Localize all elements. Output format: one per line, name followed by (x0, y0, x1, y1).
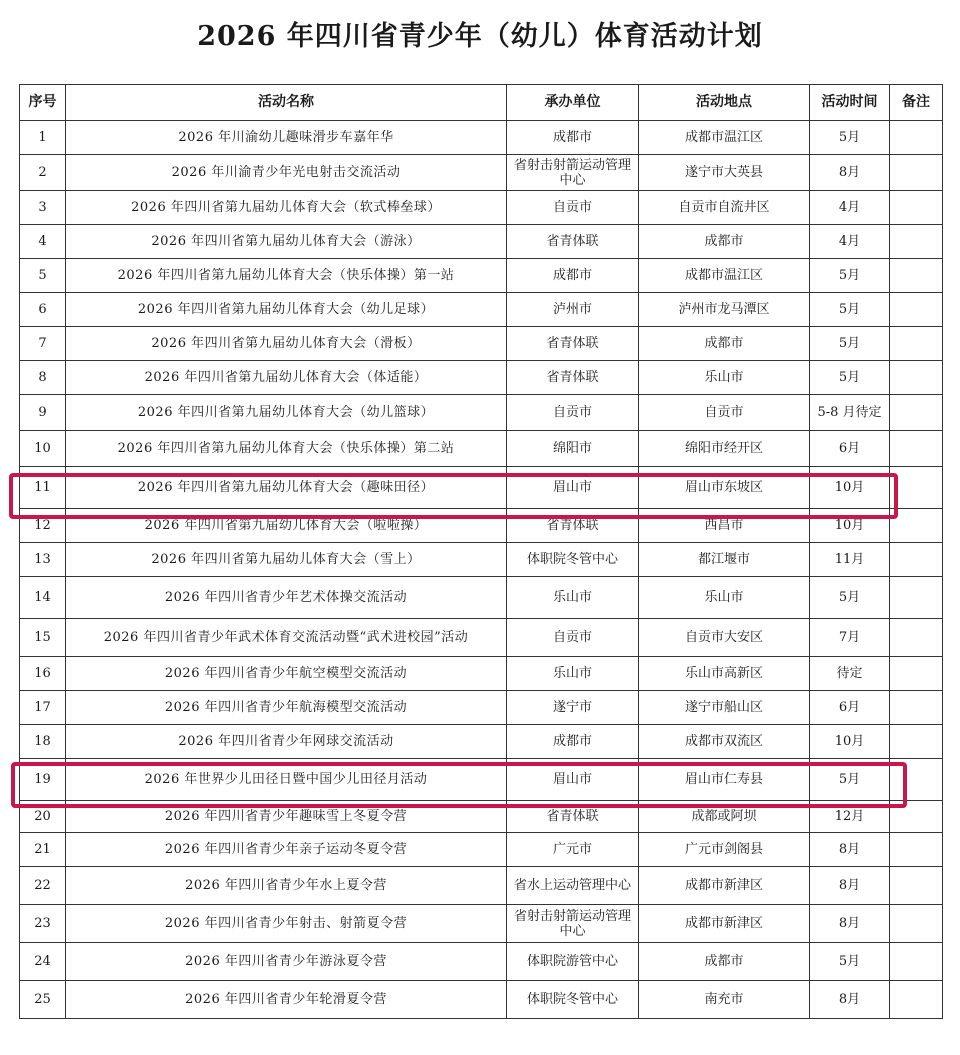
table-row (20, 981, 943, 1019)
row-index: 4 (20, 225, 66, 259)
organizer: 自贡市 (507, 395, 639, 431)
activity-name: 2026 年四川省青少年趣味雪上冬夏令营 (66, 801, 507, 833)
activity-time: 5月 (810, 943, 890, 981)
table-row (20, 619, 943, 657)
table-row (20, 293, 943, 327)
table-row (20, 155, 943, 191)
row-index: 3 (20, 191, 66, 225)
table-row (20, 867, 943, 905)
table-row (20, 361, 943, 395)
row-index: 24 (20, 943, 66, 981)
activity-time: 8月 (810, 981, 890, 1019)
remarks (890, 981, 943, 1019)
location: 成都市双流区 (639, 725, 810, 759)
activity-name: 2026 年川渝青少年光电射击交流活动 (66, 155, 507, 191)
remarks (890, 225, 943, 259)
activity-time: 8月 (810, 155, 890, 191)
row-index: 11 (20, 467, 66, 509)
activity-name: 2026 年四川省青少年游泳夏令营 (66, 943, 507, 981)
activity-name: 2026 年四川省第九届幼儿体育大会（快乐体操）第一站 (66, 259, 507, 293)
activity-time: 4月 (810, 225, 890, 259)
remarks (890, 943, 943, 981)
organizer: 省青体联 (507, 327, 639, 361)
organizer: 省青体联 (507, 225, 639, 259)
activity-time: 5月 (810, 121, 890, 155)
activity-time: 5月 (810, 293, 890, 327)
row-index: 14 (20, 577, 66, 619)
activity-time: 7月 (810, 619, 890, 657)
row-index: 17 (20, 691, 66, 725)
organizer: 成都市 (507, 725, 639, 759)
remarks (890, 577, 943, 619)
table-row (20, 395, 943, 431)
table-row (20, 327, 943, 361)
remarks (890, 191, 943, 225)
table-row (20, 225, 943, 259)
organizer: 绵阳市 (507, 431, 639, 467)
activity-name: 2026 年四川省青少年亲子运动冬夏令营 (66, 833, 507, 867)
table-row (20, 905, 943, 943)
row-index: 13 (20, 543, 66, 577)
activity-time: 8月 (810, 905, 890, 943)
activity-time: 5月 (810, 259, 890, 293)
activity-name: 2026 年四川省第九届幼儿体育大会（软式棒垒球） (66, 191, 507, 225)
table-row (20, 657, 943, 691)
row-index: 23 (20, 905, 66, 943)
table-row (20, 759, 943, 801)
organizer: 泸州市 (507, 293, 639, 327)
table-row (20, 191, 943, 225)
remarks (890, 293, 943, 327)
row-index: 25 (20, 981, 66, 1019)
organizer: 眉山市 (507, 759, 639, 801)
table-row (20, 943, 943, 981)
remarks (890, 361, 943, 395)
page-title: 2026 年四川省青少年（幼儿）体育活动计划 (197, 21, 763, 52)
remarks (890, 543, 943, 577)
table-row (20, 833, 943, 867)
remarks (890, 759, 943, 801)
location: 乐山市 (639, 361, 810, 395)
location: 成都或阿坝 (639, 801, 810, 833)
organizer: 省水上运动管理中心 (507, 867, 639, 905)
activity-name: 2026 年四川省青少年轮滑夏令营 (66, 981, 507, 1019)
remarks (890, 691, 943, 725)
remarks (890, 155, 943, 191)
row-index: 10 (20, 431, 66, 467)
activity-name: 2026 年世界少儿田径日暨中国少儿田径月活动 (66, 759, 507, 801)
organizer: 省青体联 (507, 361, 639, 395)
activity-name: 2026 年川渝幼儿趣味滑步车嘉年华 (66, 121, 507, 155)
table-row (20, 543, 943, 577)
location: 绵阳市经开区 (639, 431, 810, 467)
location: 成都市新津区 (639, 867, 810, 905)
organizer: 省射击射箭运动管理中心 (507, 155, 639, 191)
remarks (890, 431, 943, 467)
activity-name: 2026 年四川省第九届幼儿体育大会（滑板） (66, 327, 507, 361)
remarks (890, 801, 943, 833)
row-index: 21 (20, 833, 66, 867)
organizer: 自贡市 (507, 619, 639, 657)
activity-table (19, 84, 943, 1019)
location: 成都市温江区 (639, 259, 810, 293)
table-row (20, 801, 943, 833)
location: 成都市 (639, 327, 810, 361)
organizer: 体职院冬管中心 (507, 543, 639, 577)
table-header-row (20, 85, 943, 121)
activity-name: 2026 年四川省青少年艺术体操交流活动 (66, 577, 507, 619)
location: 南充市 (639, 981, 810, 1019)
remarks (890, 509, 943, 543)
activity-name: 2026 年四川省第九届幼儿体育大会（啦啦操） (66, 509, 507, 543)
activity-time: 待定 (810, 657, 890, 691)
activity-name: 2026 年四川省青少年水上夏令营 (66, 867, 507, 905)
table-row (20, 509, 943, 543)
activity-time: 10月 (810, 467, 890, 509)
table-row (20, 725, 943, 759)
activity-time: 5月 (810, 327, 890, 361)
row-index: 19 (20, 759, 66, 801)
activity-time: 5月 (810, 361, 890, 395)
activity-time: 6月 (810, 691, 890, 725)
organizer: 自贡市 (507, 191, 639, 225)
activity-time: 6月 (810, 431, 890, 467)
row-index: 18 (20, 725, 66, 759)
location: 成都市 (639, 943, 810, 981)
location: 广元市剑阁县 (639, 833, 810, 867)
activity-name: 2026 年四川省第九届幼儿体育大会（快乐体操）第二站 (66, 431, 507, 467)
activity-name: 2026 年四川省第九届幼儿体育大会（雪上） (66, 543, 507, 577)
organizer: 乐山市 (507, 577, 639, 619)
organizer: 广元市 (507, 833, 639, 867)
location: 自贡市自流井区 (639, 191, 810, 225)
activity-time: 5-8 月待定 (810, 395, 890, 431)
remarks (890, 905, 943, 943)
location: 成都市新津区 (639, 905, 810, 943)
table-row (20, 259, 943, 293)
location: 遂宁市大英县 (639, 155, 810, 191)
location: 乐山市 (639, 577, 810, 619)
activity-time: 4月 (810, 191, 890, 225)
table-row (20, 121, 943, 155)
remarks (890, 467, 943, 509)
location: 自贡市 (639, 395, 810, 431)
row-index: 1 (20, 121, 66, 155)
activity-time: 12月 (810, 801, 890, 833)
location: 西昌市 (639, 509, 810, 543)
activity-time: 10月 (810, 509, 890, 543)
location: 成都市 (639, 225, 810, 259)
row-index: 8 (20, 361, 66, 395)
table-row (20, 467, 943, 509)
remarks (890, 327, 943, 361)
location: 成都市温江区 (639, 121, 810, 155)
row-index: 7 (20, 327, 66, 361)
location: 遂宁市船山区 (639, 691, 810, 725)
header-remarks: 备注 (890, 85, 943, 121)
row-index: 2 (20, 155, 66, 191)
organizer: 省青体联 (507, 509, 639, 543)
activity-time: 8月 (810, 833, 890, 867)
table-row (20, 431, 943, 467)
location: 泸州市龙马潭区 (639, 293, 810, 327)
row-index: 22 (20, 867, 66, 905)
remarks (890, 725, 943, 759)
activity-time: 11月 (810, 543, 890, 577)
organizer: 成都市 (507, 259, 639, 293)
row-index: 20 (20, 801, 66, 833)
remarks (890, 657, 943, 691)
location: 眉山市东坡区 (639, 467, 810, 509)
remarks (890, 395, 943, 431)
row-index: 5 (20, 259, 66, 293)
activity-name: 2026 年四川省第九届幼儿体育大会（幼儿足球） (66, 293, 507, 327)
row-index: 9 (20, 395, 66, 431)
organizer: 体职院冬管中心 (507, 981, 639, 1019)
activity-time: 5月 (810, 577, 890, 619)
header-index: 序号 (20, 85, 66, 121)
activity-name: 2026 年四川省第九届幼儿体育大会（体适能） (66, 361, 507, 395)
organizer: 体职院游管中心 (507, 943, 639, 981)
organizer: 遂宁市 (507, 691, 639, 725)
location: 眉山市仁寿县 (639, 759, 810, 801)
activity-name: 2026 年四川省第九届幼儿体育大会（趣味田径） (66, 467, 507, 509)
row-index: 12 (20, 509, 66, 543)
activity-name: 2026 年四川省青少年航空模型交流活动 (66, 657, 507, 691)
remarks (890, 833, 943, 867)
activity-name: 2026 年四川省青少年武术体育交流活动暨“武术进校园”活动 (66, 619, 507, 657)
activity-name: 2026 年四川省青少年航海模型交流活动 (66, 691, 507, 725)
row-index: 16 (20, 657, 66, 691)
header-location: 活动地点 (639, 85, 810, 121)
row-index: 15 (20, 619, 66, 657)
location: 都江堰市 (639, 543, 810, 577)
activity-time: 5月 (810, 759, 890, 801)
activity-time: 8月 (810, 867, 890, 905)
header-activity-name: 活动名称 (66, 85, 507, 121)
location: 自贡市大安区 (639, 619, 810, 657)
remarks (890, 259, 943, 293)
activity-name: 2026 年四川省第九届幼儿体育大会（游泳） (66, 225, 507, 259)
remarks (890, 121, 943, 155)
row-index: 6 (20, 293, 66, 327)
organizer: 乐山市 (507, 657, 639, 691)
remarks (890, 867, 943, 905)
organizer: 成都市 (507, 121, 639, 155)
location: 乐山市高新区 (639, 657, 810, 691)
activity-name: 2026 年四川省青少年射击、射箭夏令营 (66, 905, 507, 943)
header-time: 活动时间 (810, 85, 890, 121)
remarks (890, 619, 943, 657)
activity-name: 2026 年四川省第九届幼儿体育大会（幼儿篮球） (66, 395, 507, 431)
activity-time: 10月 (810, 725, 890, 759)
header-organizer: 承办单位 (507, 85, 639, 121)
activity-name: 2026 年四川省青少年网球交流活动 (66, 725, 507, 759)
table-row (20, 691, 943, 725)
organizer: 省青体联 (507, 801, 639, 833)
organizer: 省射击射箭运动管理中心 (507, 905, 639, 943)
organizer: 眉山市 (507, 467, 639, 509)
table-row (20, 577, 943, 619)
